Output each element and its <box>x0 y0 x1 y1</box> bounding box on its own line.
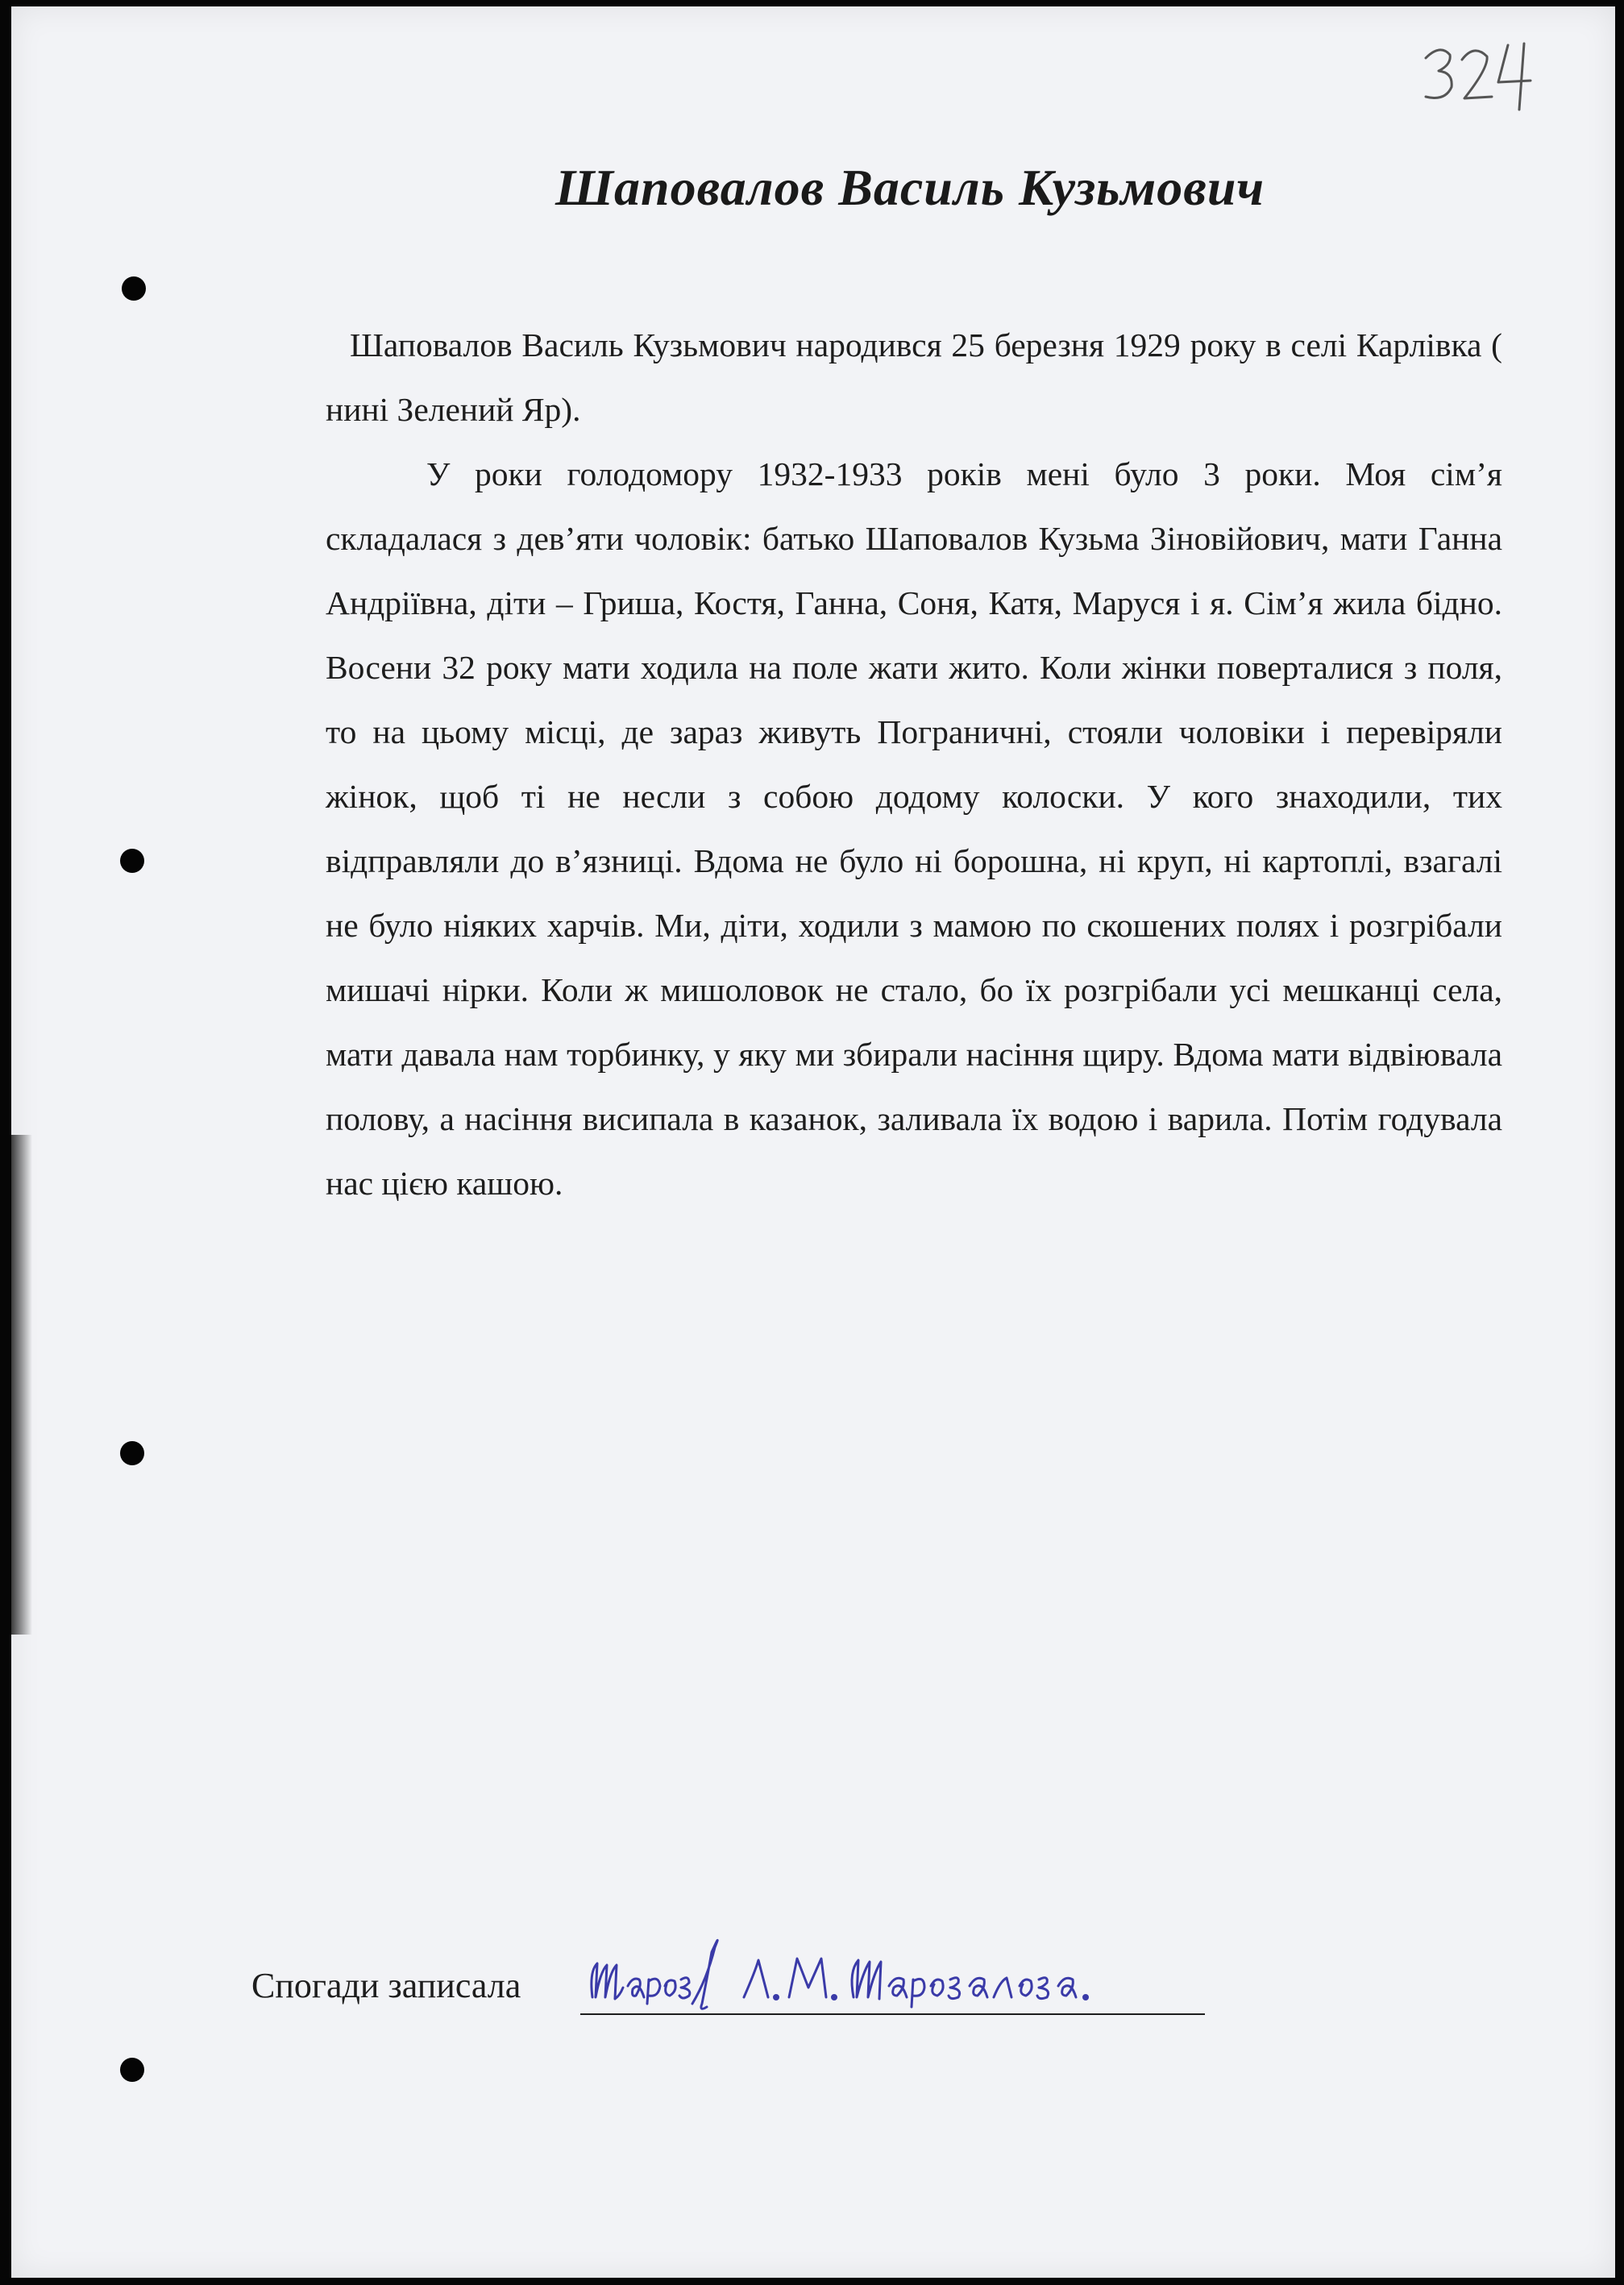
page-number-handwriting <box>1418 35 1547 116</box>
signature <box>586 1923 1215 2020</box>
recorded-by-label: Спогади записала <box>251 1966 521 2005</box>
memoir-body <box>326 313 1502 1215</box>
punch-hole <box>122 276 146 301</box>
handwritten-signature <box>586 1923 1215 2020</box>
paragraph: Шаповалов Василь Кузьмович народився 25 березня 1929 року в селі Карлівка ( нині Зелений Яр). <box>326 326 1502 428</box>
punch-hole <box>120 1441 144 1465</box>
paragraph: У роки голодомору 1932-1933 років мені було 3 роки. Моя сім’я складалася з дев’яти чоловік: батько Шаповалов Кузьма Зіновійович, мати Ганна Андріївна, діти – Гриша, Костя, Ганна, Соня, Катя, Маруся і я. Сім’я жила бідно. Восени 32 року мати ходила на поле жати жито. Коли жінки поверталися з поля, то на цьому місці, де зараз живуть Пограничні, стояли чоловіки і перевіряли жінок, щоб ті не несли з собою додому колоски. У кого знаходили, тих відправляли до в’язниці. Вдома не було ні борошна, ні круп, ні картоплі, взагалі не було ніяких харчів. Ми, діти, ходили з мамою по скошених полях і розгрібали мишачі нірки. Коли ж мишоловок не стало, бо їх розгрібали усі мешканці села, мати давала нам торбинку, у яку ми збирали насіння щиру. Вдома мати відвіювала полову, а насіння висипала в казанок, заливала їх водою і варила. Потім годувала нас цією кашою. <box>326 455 1502 1202</box>
punch-hole <box>120 2058 144 2082</box>
document-page <box>11 6 1615 2278</box>
scan-edge-shadow <box>11 1135 32 1635</box>
page-title: Шаповалов Василь Кузьмович <box>554 159 1265 216</box>
punch-hole <box>120 849 144 873</box>
page-number <box>1418 35 1547 116</box>
